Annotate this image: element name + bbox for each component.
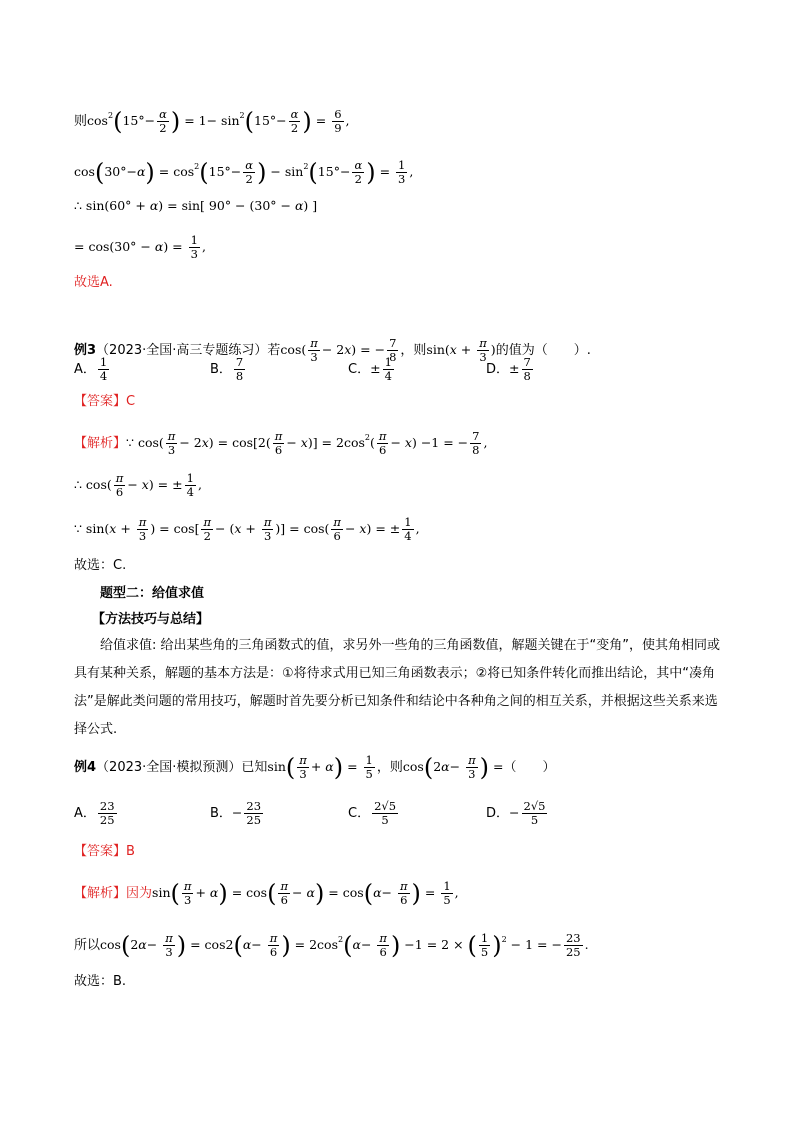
solution-line-1: 则$\cos^2(15^\circ-$ $\frac{\alpha}{2}$ ) = $1- \sin^2(15^\circ-$ $\frac{\alpha}{2}$ ) = $\frac{6}{9}$ , [74,107,350,136]
option-a: A． $\frac{1}{4}$ [74,355,108,383]
example-3-label: 例3 [74,343,97,358]
option-b-4: B．− $\frac{23}{25}$ [210,799,262,827]
option-c: C．± $\frac{1}{4}$ [348,355,392,383]
conclusion-1: 故选A. [74,275,113,290]
method-title: 【方法技巧与总结】 [92,612,210,627]
analysis-3-line-2: ∴ cos( $\frac{\pi}{6}$ − x) = ± $\frac{1}{4}$ , [74,471,202,499]
section-title: 题型二：给值求值 [100,586,205,601]
then-word: 则 [74,114,88,129]
solution-line-3: ∴ sin(60° + α) = sin[ 90° − (30° − α) ] [74,198,318,213]
conclusion-4: 故选：B. [74,974,127,989]
example-3-stem: 例3（2023·全国·高三专题练习）若cos( $\frac{\pi}{3}$ − 2x) = − $\frac{7}{8}$ ，则sin(x + $\frac{\pi}{3}$ )的值为（ ）. [74,336,591,364]
option-c-4: C． $\frac{2√5}{5}$ [348,799,397,827]
analysis-3-line-3: ∵ sin(x + $\frac{\pi}{3}$ ) = cos[ $\frac{\pi}{2}$ − (x + $\frac{\pi}{3}$ )] = cos( $\frac{\pi}{6}$ − x) = ± $\frac{1}{4}$ , [74,515,420,543]
example-4-source: （2023·全国·模拟预测） [96,760,242,775]
example-3-source: （2023·全国·高三专题练习） [96,343,268,358]
solution-line-2: $\cos(30^\circ-\alpha) = \cos^2(15^\circ-$ $\frac{\alpha}{2}$ ) − $\sin^2(15^\circ-$ $\frac{\alpha}{2}$ ) = $\frac{1}{3}$ , [74,158,414,187]
option-b: B． $\frac{7}{8}$ [210,355,244,383]
analysis-4-line-2: 所以cos(2α− $\frac{\pi}{3}$ ) = cos2(α− $\frac{\pi}{6}$ ) = $2\cos^2(\alpha-$ $\frac{\pi}{6}$ ) −1 = 2 × ( $\frac{1}{5}$ )$^2$ − 1 = − $\frac{23}{25}$ . [74,931,589,960]
equals-sign: = [74,239,85,254]
example-4-stem: 例4（2023·全国·模拟预测）已知sin( $\frac{\pi}{3}$ + α) = $\frac{1}{5}$ ，则cos(2α− $\frac{\pi}{3}$ ) =（ ） [74,753,556,782]
conclusion-3: 故选：C. [74,558,127,573]
answer-3: 【答案】C [74,394,136,409]
analysis-3-line-1: 【解析】∵ cos( $\frac{\pi}{3}$ − 2x) = cos[2( $\frac{\pi}{6}$ − $x)] = 2\cos^2$( $\frac{\pi}{6}$ − x) −1 = − $\frac{7}{8}$ , [74,429,488,457]
option-a-4: A． $\frac{23}{25}$ [74,799,115,827]
option-d: D．± $\frac{7}{8}$ [486,355,531,383]
analysis-4-line-1: 【解析】因为sin( $\frac{\pi}{3}$ + α) = cos( $\frac{\pi}{6}$ − α) = cos(α− $\frac{\pi}{6}$ ) = $\frac{1}{5}$ , [74,879,459,908]
method-paragraph: 给值求值: 给出某些角的三角函数式的值，求另外一些角的三角函数值，解题关键在于“变角”，使其角相同或具有某种关系，解题的基本方法是：①将待求式用已知三角函数表示；②将已知条件转化而推出结论，其中“凑角法”是解此类问题的常用技巧，解题时首先要分析已知条件和结论中各种角之间的相互关系，并根据这些关系来选择公式. [74,638,720,737]
example-4-label: 例4 [74,760,97,775]
solution-line-4: = cos(30° − α) = $\frac{1}{3}$ , [74,233,206,261]
option-d-4: D．− $\frac{2√5}{5}$ [486,799,546,827]
answer-4: 【答案】B [74,844,135,859]
